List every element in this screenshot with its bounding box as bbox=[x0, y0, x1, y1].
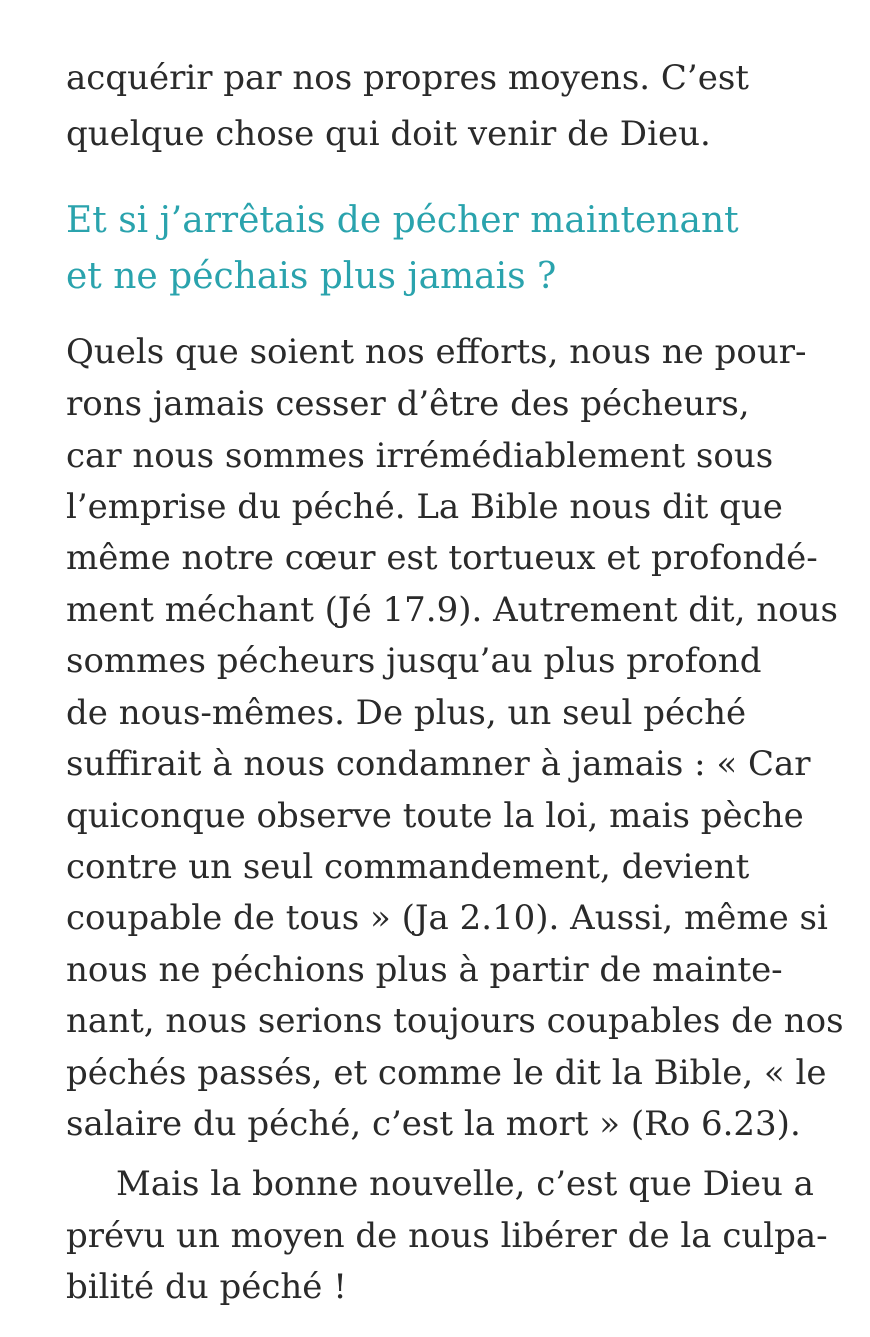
paragraph-line: car nous sommes irrémédiablement sous bbox=[66, 436, 774, 476]
paragraph-line: rons jamais cesser d’être des pécheurs, bbox=[66, 384, 750, 424]
section-heading-line: et ne péchais plus jamais ? bbox=[66, 256, 557, 297]
paragraph-line: péchés passés, et comme le dit la Bible, « le bbox=[66, 1053, 827, 1093]
paragraph-line: prévu un moyen de nous libérer de la culpa- bbox=[66, 1216, 828, 1256]
intro-line: quelque chose qui doit venir de Dieu. bbox=[66, 114, 711, 154]
paragraph-line: ment méchant (Jé 17.9). Autrement dit, nous bbox=[66, 590, 838, 630]
paragraph-line: contre un seul commandement, devient bbox=[66, 847, 750, 887]
paragraph-line: nous ne péchions plus à partir de mainte- bbox=[66, 950, 783, 990]
paragraph-line: Quels que soient nos efforts, nous ne pour- bbox=[66, 332, 807, 372]
paragraph-line: sommes pécheurs jusqu’au plus profond bbox=[66, 641, 762, 681]
paragraph-line: coupable de tous » (Ja 2.10). Aussi, même si bbox=[66, 898, 828, 938]
paragraph-line: quiconque observe toute la loi, mais pèche bbox=[66, 796, 804, 836]
paragraph-line: même notre cœur est tortueux et profondé- bbox=[66, 538, 818, 578]
paragraph-line: nant, nous serions toujours coupables de nos bbox=[66, 1001, 844, 1041]
paragraph-line: de nous-mêmes. De plus, un seul péché bbox=[66, 693, 747, 733]
paragraph-line: bilité du péché ! bbox=[66, 1267, 347, 1307]
section-heading-line: Et si j’arrêtais de pécher maintenant bbox=[66, 200, 739, 241]
paragraph-line: Mais la bonne nouvelle, c’est que Dieu a bbox=[116, 1164, 814, 1204]
paragraph-line: salaire du péché, c’est la mort » (Ro 6.23). bbox=[66, 1104, 801, 1144]
paragraph-line: suffirait à nous condamner à jamais : « Car bbox=[66, 744, 811, 784]
paragraph-line: l’emprise du péché. La Bible nous dit que bbox=[66, 487, 783, 527]
intro-line: acquérir par nos propres moyens. C’est bbox=[66, 58, 749, 98]
